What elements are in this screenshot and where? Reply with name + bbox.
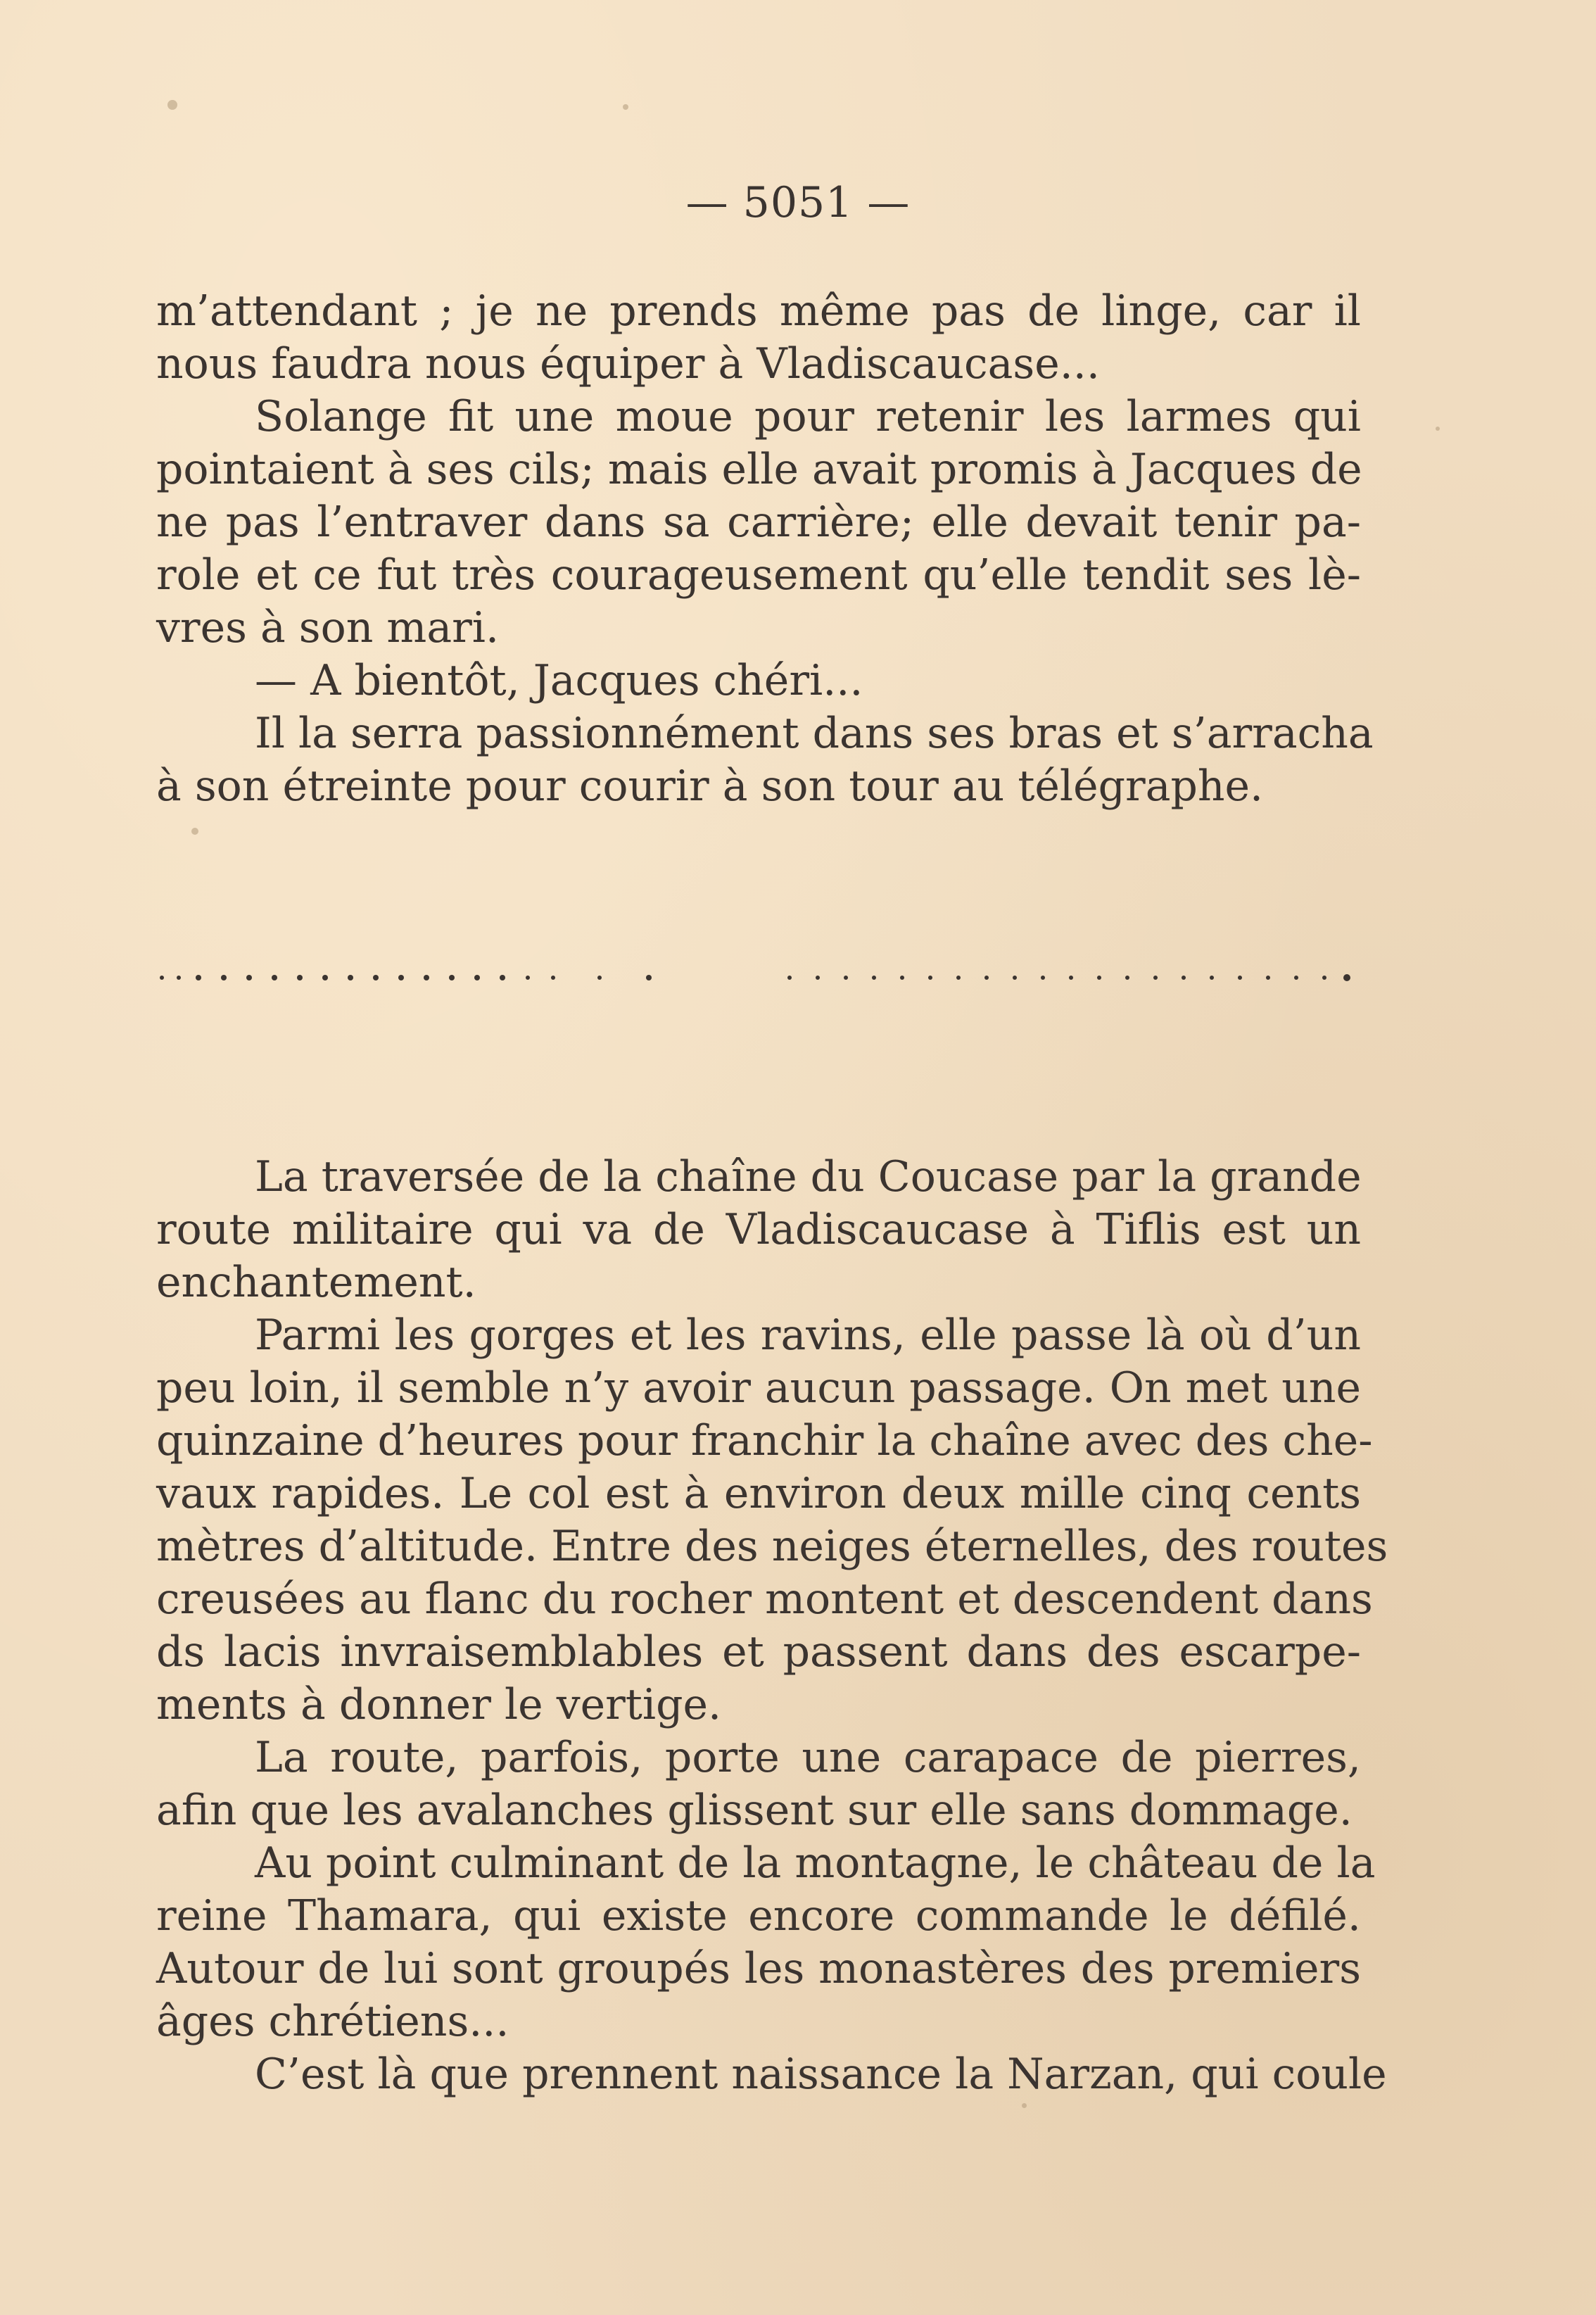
paper-speck [1022,2103,1027,2108]
text-line: m’attendant ; je ne prends même pas de linge, car il [156,286,1361,336]
text-line: nous faudra nous équiper à Vladiscaucase... [156,339,1100,389]
text-block-top [156,285,1374,813]
text-line: C’est là que prennent naissance la Narzan, qui coule [255,2050,1387,2099]
paper-speck [1436,427,1440,431]
text-line: peu loin, il semble n’y avoir aucun passage. On met une [156,1363,1361,1413]
text-line: à son étreinte pour courir à son tour au télégraphe. [156,762,1264,811]
text-line: ds lacis invraisemblables et passent dans des escarpe- [156,1627,1361,1677]
text-line: creusées au flanc du rocher montent et descendent dans [156,1575,1373,1624]
text-line: route militaire qui va de Vladiscaucase à Tiflis est un [156,1205,1361,1254]
text-line: La traversée de la chaîne du Coucase par la grande [255,1152,1362,1201]
text-line: ments à donner le vertige. [156,1680,722,1729]
dotted-separator [156,961,1361,989]
text-line: Solange fit une moue pour retenir les larmes qui [255,392,1361,441]
text-line: ne pas l’entraver dans sa carrière; elle devait tenir pa- [156,498,1361,547]
paper-speck [191,828,198,835]
text-line: âges chrétiens... [156,1997,509,2046]
text-block-bottom [156,1151,1388,2101]
text-line: — A bientôt, Jacques chéri... [255,656,863,705]
text-line: afin que les avalanches glissent sur elle sans dommage. [156,1786,1353,1835]
text-line: role et ce fut très courageusement qu’elle tendit ses lè- [156,550,1361,600]
paper-speck [167,100,177,110]
text-line: Au point culminant de la montagne, le château de la [255,1838,1376,1888]
text-line: vaux rapides. Le col est à environ deux mille cinq cents [156,1469,1361,1518]
text-line: quinzaine d’heures pour franchir la chaîne avec des che- [156,1416,1373,1465]
text-line: reine Thamara, qui existe encore commande le défilé. [156,1891,1361,1941]
text-line: mètres d’altitude. Entre des neiges éternelles, des routes [156,1522,1388,1571]
paper-speck [623,104,628,110]
page-number: — 5051 — [685,178,911,227]
text-line: Parmi les gorges et les ravins, elle passe là où d’un [255,1311,1361,1360]
text-line: Il la serra passionnément dans ses bras et s’arracha [255,709,1374,758]
text-line: enchantement. [156,1258,476,1307]
text-line: vres à son mari. [156,603,500,652]
text-line: La route, parfois, porte une carapace de pierres, [255,1733,1361,1782]
text-line: pointaient à ses cils; mais elle avait promis à Jacques de [156,445,1362,494]
text-line: Autour de lui sont groupés les monastères des premiers [156,1944,1361,1993]
